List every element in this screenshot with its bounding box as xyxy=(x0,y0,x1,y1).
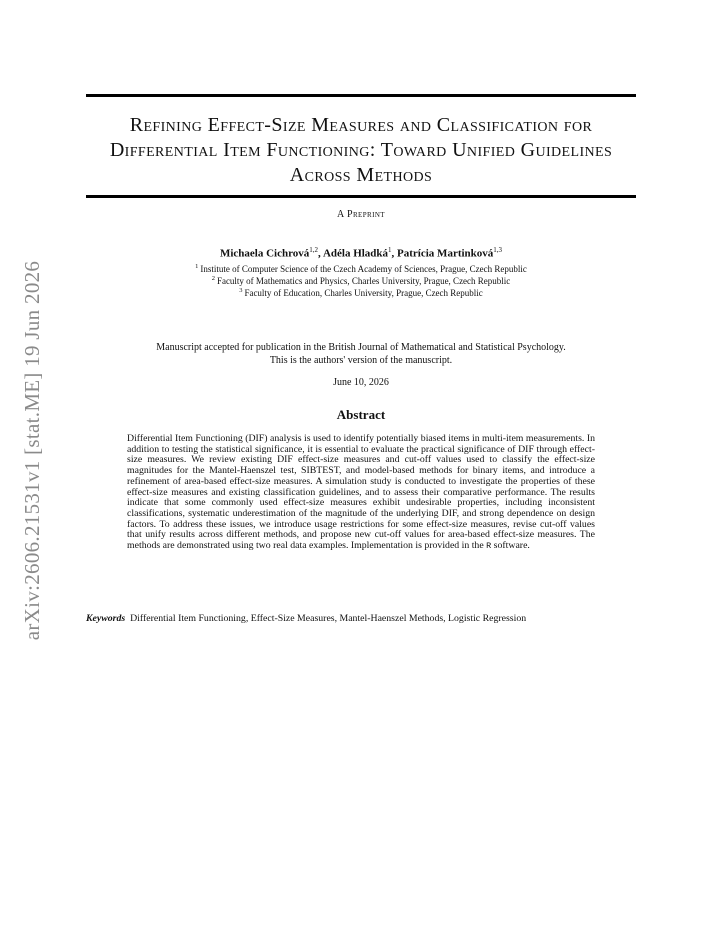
keywords xyxy=(86,613,566,626)
affiliation-number: 1 xyxy=(195,263,199,270)
title-top-rule xyxy=(86,94,636,97)
affiliation-1 xyxy=(86,263,636,274)
manuscript-note-line: Manuscript accepted for publication in the British Journal of Mathematical and Statistical Psychology. xyxy=(156,342,566,353)
publication-date: June 10, 2026 xyxy=(333,377,389,388)
author-list xyxy=(86,246,636,260)
abstract-heading: Abstract xyxy=(336,407,386,422)
author-affiliation-marker: 1,3 xyxy=(493,246,503,254)
affiliation-text: Faculty of Mathematics and Physics, Charles University, Prague, Czech Republic xyxy=(216,276,511,286)
arxiv-identifier-stamp xyxy=(16,250,50,650)
author-separator: , xyxy=(318,247,323,260)
affiliation-text: Institute of Computer Science of the Czech Academy of Sciences, Prague, Czech Republic xyxy=(200,264,527,274)
keywords-label: Keywords xyxy=(86,613,126,624)
affiliation-3 xyxy=(86,287,636,298)
author-name: Adéla Hladká xyxy=(322,247,389,260)
affiliation-text: Faculty of Education, Charles University, Prague, Czech Republic xyxy=(244,288,483,298)
author-affiliation-marker: 1,2 xyxy=(309,246,319,254)
keywords-text: Differential Item Functioning, Effect-Size Measures, Mantel-Haenszel Methods, Logistic Regression xyxy=(130,613,527,624)
abstract-body xyxy=(127,434,595,552)
paper-title: Refining Effect-Size Measures and Classification for Differential Item Functioning: Toward Unified Guidelines Across Methods xyxy=(109,114,613,186)
abstract-text-end: software. xyxy=(491,540,530,552)
affiliation-2 xyxy=(86,275,636,286)
manuscript-note-line: This is the authors' version of the manuscript. xyxy=(269,355,453,366)
r-software-name: R xyxy=(486,541,492,552)
abstract-text: Differential Item Functioning (DIF) analysis is used to identify potentially biased items in multi-item measurements. In addition to testing the statistical significance, it is essential to evaluate the practical significance of DIF through effect-size measures. We review existing DIF effect-size measures and cut-off values used to classify the effect-size magnitudes for the Mantel-Haenszel test, SIBTEST, and model-based methods for binary items, and introduce a refinement of area-based effect-size measures. A simulation study is conducted to investigate the properties of these effect-size measures and existing classification guidelines, and to assess their comparative performance. The results indicate that some commonly used effect-size measures exhibit undesirable properties, including inconsistent classifications, systematic underestimation of the magnitude of the underlying DIF, and strong dependence on design factors. To address these issues, we introduce usage restrictions for some effect-size measures, revise cut-off values that unify results across different methods, and propose new cut-off values for area-based effect-size measures. The methods are demonstrated using two real data examples. Implementation is provided in the xyxy=(127,433,595,552)
title-bottom-rule xyxy=(86,195,636,198)
author-name: Michaela Cichrová xyxy=(219,247,310,260)
manuscript-note xyxy=(86,341,636,367)
author-name: Patrícia Martinková xyxy=(397,247,494,260)
author-affiliation-marker: 1 xyxy=(388,246,392,254)
author-separator: , xyxy=(391,247,398,260)
preprint-label: A Preprint xyxy=(337,209,385,220)
arxiv-identifier: arXiv:2606.21531v1 [stat.ME] 19 Jun 2026 xyxy=(20,260,45,640)
affiliation-number: 2 xyxy=(211,275,215,282)
affiliation-number: 3 xyxy=(239,287,243,294)
